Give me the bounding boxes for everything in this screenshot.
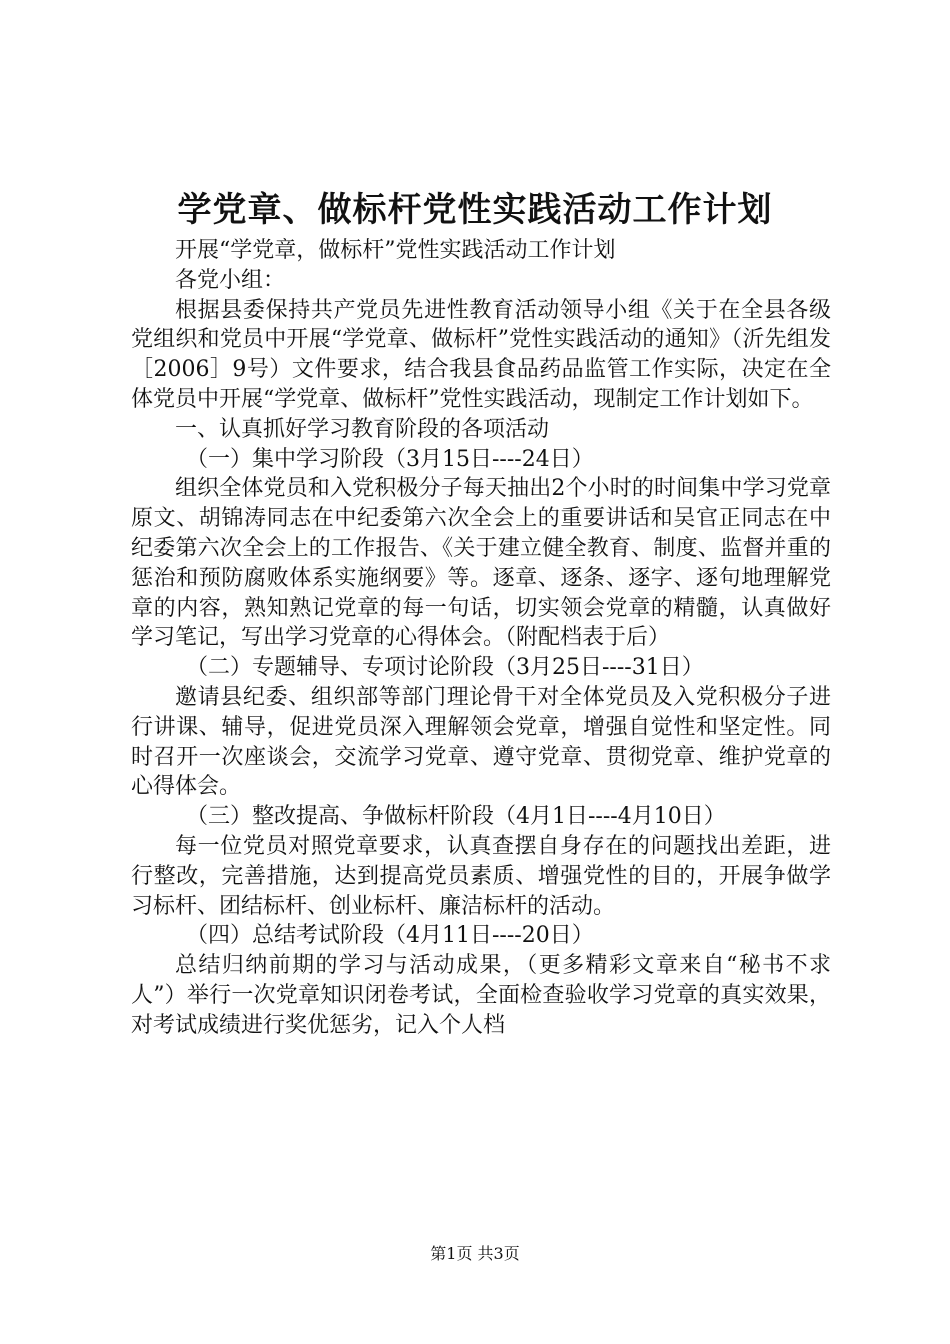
subsection-heading-4: （四）总结考试阶段（4月11日----20日） — [186, 923, 594, 949]
section-heading-1: 一、认真抓好学习教育阶段的各项活动 — [175, 416, 550, 442]
paragraph-summary: 总结归纳前期的学习与活动成果，（更多精彩文章来自“秘书不求人”）举行一次党章知识闭卷考试，全面检查验收学习党章的真实效果，对考试成绩进行奖优惩劣，记入个人档 — [131, 953, 831, 1038]
paragraph-counsel: 邀请县纪委、组织部等部门理论骨干对全体党员及入党积极分子进行讲课、辅导，促进党员深入理解领会党章，增强自觉性和坚定性。同时召开一次座谈会，交流学习党章、遵守党章、贯彻党章、维护党章的心得体会。 — [131, 684, 831, 800]
page-footer: 第1页 共3页 — [430, 1244, 520, 1263]
subsection-heading-3: （三）整改提高、争做标杆阶段（4月1日----4月10日） — [186, 804, 726, 830]
paragraph-salutation: 各党小组： — [175, 267, 286, 293]
document-title: 学党章、做标杆党性实践活动工作计划 — [177, 190, 773, 230]
paragraph-subtitle: 开展“学党章，做标杆”党性实践活动工作计划 — [175, 238, 616, 263]
subsection-heading-2: （二）专题辅导、专项讨论阶段（3月25日----31日） — [186, 655, 704, 681]
paragraph-rectify: 每一位党员对照党章要求，认真查摆自身存在的问题找出差距，进行整改，完善措施，达到提高党员素质、增强党性的目的，开展争做学习标杆、团结标杆、创业标杆、廉洁标杆的活动。 — [131, 833, 831, 919]
paragraph-intro: 根据县委保持共产党员先进性教育活动领导小组《关于在全县各级党组织和党员中开展“学党章、做标杆”党性实践活动的通知》（沂先组发［2006］9号）文件要求，结合我县食品药品监管工作实际，决定在全体党员中开展“学党章、做标杆”党性实践活动，现制定工作计划如下。 — [131, 297, 831, 412]
subsection-heading-1: （一）集中学习阶段（3月15日----24日） — [186, 446, 594, 472]
document-body — [131, 236, 831, 1041]
paragraph-study: 组织全体党员和入党积极分子每天抽出2个小时的时间集中学习党章原文、胡锦涛同志在中纪委第六次全会上的重要讲话和吴官正同志在中纪委第六次全会上的工作报告、《关于建立健全教育、制度、监督并重的惩治和预防腐败体系实施纲要》等。逐章、逐条、逐字、逐句地理解党章的内容，熟知熟记党章的每一句话，切实领会党章的精髓，认真做好学习笔记，写出学习党章的心得体会。（附配档表于后） — [131, 476, 831, 651]
